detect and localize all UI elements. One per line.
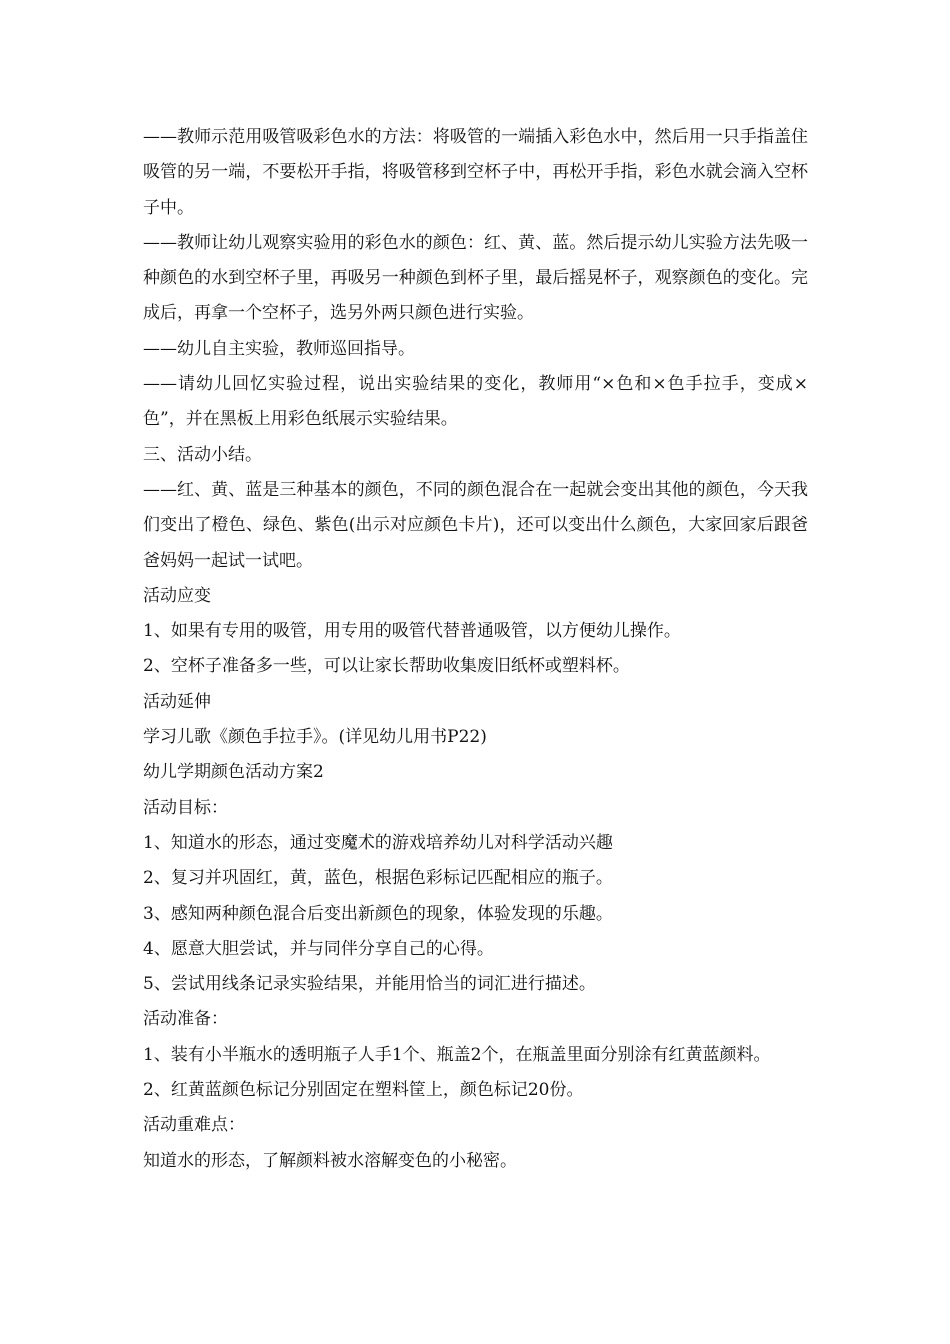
section-heading-adaptation: 活动应变 bbox=[143, 585, 211, 606]
paragraph-observe-colors: ——教师让幼儿观察实验用的彩色水的颜色：红、黄、蓝。然后提示幼儿实验方法先吸一种颜色的水到空杯子里，再吸另一种颜色到杯子里，最后摇晃杯子，观察颜色的变化。完成后，再拿一个空杯子，选另外两只颜色进行实验。 bbox=[143, 232, 808, 324]
list-item-goal-3: 3、感知两种颜色混合后变出新颜色的现象，体验发现的乐趣。 bbox=[143, 903, 613, 924]
paragraph-extension: 学习儿歌《颜色手拉手》。(详见幼儿用书P22) bbox=[143, 727, 487, 748]
section-heading-goals: 活动目标： bbox=[143, 797, 228, 818]
list-item-preparation-2: 2、红黄蓝颜色标记分别固定在塑料筐上，颜色标记20份。 bbox=[143, 1080, 584, 1101]
list-item-adaptation-2: 2、空杯子准备多一些，可以让家长帮助收集废旧纸杯或塑料杯。 bbox=[143, 656, 630, 677]
list-item-goal-5: 5、尝试用线条记录实验结果，并能用恰当的词汇进行描述。 bbox=[143, 974, 596, 995]
paragraph-teacher-demo: ——教师示范用吸管吸彩色水的方法：将吸管的一端插入彩色水中，然后用一只手指盖住吸管的另一端，不要松开手指，将吸管移到空杯子中，再松开手指，彩色水就会滴入空杯子中。 bbox=[143, 127, 808, 218]
section-heading-extension: 活动延伸 bbox=[143, 691, 211, 712]
list-item-goal-2: 2、复习并巩固红，黄，蓝色，根据色彩标记匹配相应的瓶子。 bbox=[143, 868, 613, 889]
section-heading-preparation: 活动准备： bbox=[143, 1009, 228, 1030]
section-heading-key-points: 活动重难点： bbox=[143, 1115, 245, 1136]
paragraph-summary: ——红、黄、蓝是三种基本的颜色，不同的颜色混合在一起就会变出其他的颜色，今天我们变出了橙色、绿色、紫色(出示对应颜色卡片)，还可以变出什么颜色，大家回家后跟爸爸妈妈一起试一试吧。 bbox=[143, 479, 808, 571]
paragraph-self-experiment: ——幼儿自主实验，教师巡回指导。 bbox=[143, 338, 415, 359]
paragraph-key-points: 知道水的形态，了解颜料被水溶解变色的小秘密。 bbox=[143, 1150, 517, 1171]
plan-title-2: 幼儿学期颜色活动方案2 bbox=[143, 762, 324, 783]
paragraph-recall-process: ——请幼儿回忆实验过程，说出实验结果的变化，教师用“×色和×色手拉手，变成×色”，并在黑板上用彩色纸展示实验结果。 bbox=[143, 374, 808, 430]
list-item-preparation-1: 1、装有小半瓶水的透明瓶子人手1个、瓶盖2个，在瓶盖里面分别涂有红黄蓝颜料。 bbox=[143, 1044, 771, 1065]
list-item-adaptation-1: 1、如果有专用的吸管，用专用的吸管代替普通吸管，以方便幼儿操作。 bbox=[143, 621, 681, 642]
list-item-goal-1: 1、知道水的形态，通过变魔术的游戏培养幼儿对科学活动兴趣 bbox=[143, 832, 613, 853]
list-item-goal-4: 4、愿意大胆尝试，并与同伴分享自己的心得。 bbox=[143, 938, 494, 959]
section-heading-summary: 三、活动小结。 bbox=[143, 444, 262, 465]
document-body bbox=[143, 120, 808, 1179]
